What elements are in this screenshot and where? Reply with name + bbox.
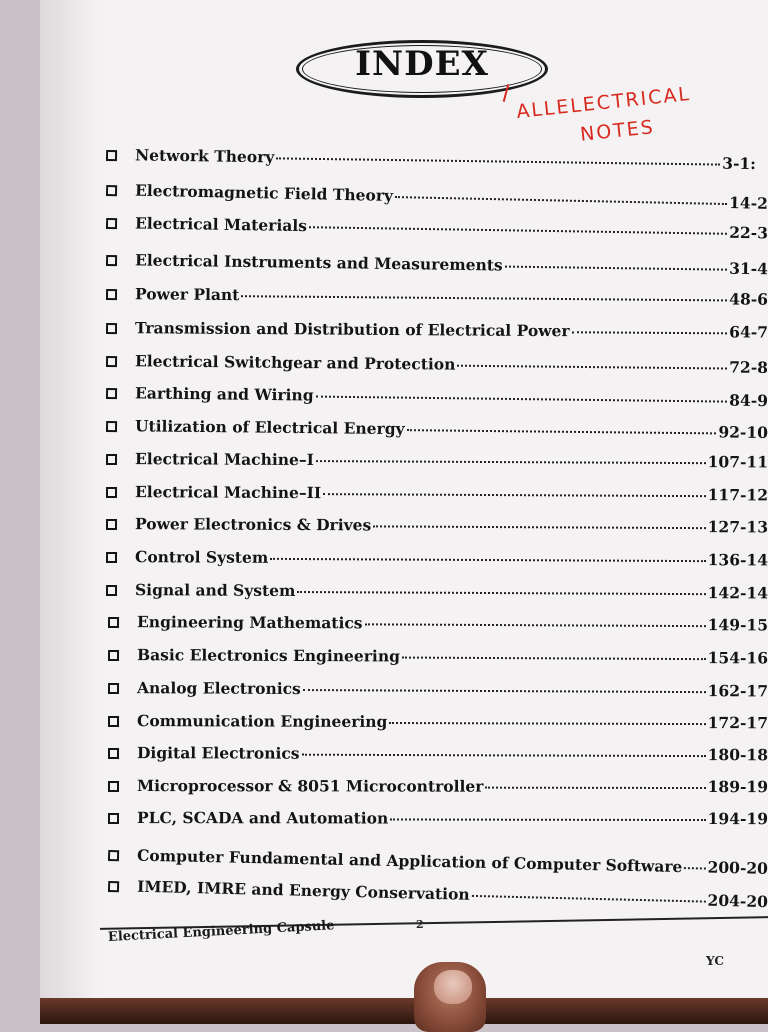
toc-entry-label: Microprocessor & 8051 Microcontroller xyxy=(136,776,484,796)
checkbox-bullet-icon xyxy=(106,255,117,266)
toc-entry-label: Electromagnetic Field Theory xyxy=(134,180,394,206)
dot-leader xyxy=(365,623,706,627)
toc-entry xyxy=(106,318,768,349)
dot-leader xyxy=(402,657,706,661)
dot-leader xyxy=(457,365,727,370)
toc-entry xyxy=(106,250,768,285)
handwritten-note-line2: NOTES xyxy=(579,116,656,146)
page-title: INDEX xyxy=(355,44,489,84)
toc-entry xyxy=(106,514,768,543)
toc-entry xyxy=(108,808,768,835)
checkbox-bullet-icon xyxy=(106,323,117,334)
toc-entry-pages: 127-13 xyxy=(707,517,768,537)
toc-entry-pages: 31-4 xyxy=(729,258,768,279)
toc-entry xyxy=(108,612,768,641)
checkbox-bullet-icon xyxy=(106,552,117,563)
dot-leader xyxy=(505,266,728,271)
toc-entry-label: Analog Electronics xyxy=(136,678,301,699)
toc-entry xyxy=(106,416,768,449)
checkbox-bullet-icon xyxy=(106,421,117,432)
toc-entry-pages: 72-8 xyxy=(729,357,768,377)
toc-entry-label: Network Theory xyxy=(134,145,275,167)
toc-entry-label: Electrical Instruments and Measurements xyxy=(134,250,503,275)
toc-entry-label: Electrical Materials xyxy=(134,213,308,236)
dot-leader xyxy=(303,689,706,693)
dot-leader xyxy=(297,591,705,595)
toc-entry-label: Electrical Machine–I xyxy=(134,449,314,470)
toc-entry-pages: 84-9 xyxy=(729,390,768,411)
toc-entry xyxy=(108,645,768,674)
checkbox-bullet-icon xyxy=(108,748,119,759)
dot-leader xyxy=(407,429,717,434)
toc-entry xyxy=(106,580,768,609)
dot-leader xyxy=(684,867,705,869)
dot-leader xyxy=(485,787,705,789)
checkbox-bullet-icon xyxy=(106,185,117,196)
checkbox-bullet-icon xyxy=(108,617,119,628)
toc-entry xyxy=(106,547,768,576)
toc-entry-label: Power Electronics & Drives xyxy=(134,514,372,535)
checkbox-bullet-icon xyxy=(106,218,117,229)
checkbox-bullet-icon xyxy=(106,585,117,596)
dot-leader xyxy=(276,157,720,165)
toc-entry-pages: 107-11 xyxy=(707,452,768,472)
dot-leader xyxy=(572,331,728,334)
toc-entry xyxy=(108,711,768,739)
toc-entry-pages: 162-17 xyxy=(707,681,768,701)
toc-entry-pages: 189-19 xyxy=(707,777,768,797)
toc-entry-pages: 14-2 xyxy=(728,193,768,213)
toc-entry-pages: 64-7 xyxy=(729,322,768,342)
background-surface xyxy=(40,998,768,1024)
toc-entry-label: PLC, SCADA and Automation xyxy=(136,808,389,828)
checkbox-bullet-icon xyxy=(108,881,119,892)
checkbox-bullet-icon xyxy=(106,454,117,465)
toc-entry-label: Power Plant xyxy=(134,284,240,305)
toc-entry-pages: 200-20 xyxy=(707,857,768,878)
toc-entry xyxy=(106,449,768,478)
checkbox-bullet-icon xyxy=(106,356,117,367)
toc-entry-pages: 142-14 xyxy=(707,583,768,603)
toc-entry xyxy=(108,743,768,771)
dot-leader xyxy=(373,525,705,529)
checkbox-bullet-icon xyxy=(106,150,117,161)
toc-entry-label: Signal and System xyxy=(134,580,296,600)
toc-entry-pages: 172-17 xyxy=(707,713,768,733)
toc-entry-pages: 204-20 xyxy=(707,890,768,912)
checkbox-bullet-icon xyxy=(108,850,119,861)
checkbox-bullet-icon xyxy=(108,650,119,661)
toc-entry-label: Transmission and Distribution of Electrical Power xyxy=(134,318,570,341)
toc-entry-pages: 180-18 xyxy=(707,745,768,765)
footer-publisher-mark: YC xyxy=(706,954,724,968)
toc-entry-label: Earthing and Wiring xyxy=(134,383,314,405)
footer-book-title: Electrical Engineering Capsule xyxy=(107,918,335,945)
toc-entry-pages: 117-12 xyxy=(707,485,768,505)
toc-entry-label: Electrical Switchgear and Protection xyxy=(134,351,456,374)
dot-leader xyxy=(270,558,705,562)
fingernail xyxy=(434,970,472,1004)
dot-leader xyxy=(389,722,705,725)
dot-leader xyxy=(316,396,728,403)
toc-entry-pages: 149-15 xyxy=(707,615,768,635)
handwritten-note-line1: ALLELECTRICAL xyxy=(515,82,692,124)
toc-entry xyxy=(106,383,768,417)
toc-entry-pages: 3-1: xyxy=(722,153,757,174)
toc-entry xyxy=(106,351,768,384)
toc-entry-pages: 92-10 xyxy=(718,422,768,442)
checkbox-bullet-icon xyxy=(106,487,117,498)
checkbox-bullet-icon xyxy=(106,289,117,300)
dot-leader xyxy=(390,818,705,821)
toc-entry xyxy=(106,482,768,511)
table-of-contents xyxy=(40,0,768,1000)
checkbox-bullet-icon xyxy=(108,683,119,694)
toc-entry xyxy=(108,678,768,707)
toc-entry xyxy=(106,284,768,316)
checkbox-bullet-icon xyxy=(106,519,117,530)
dot-leader xyxy=(302,754,706,757)
toc-entry-label: Communication Engineering xyxy=(136,711,388,731)
toc-entry-pages: 136-14 xyxy=(707,550,768,570)
checkbox-bullet-icon xyxy=(108,781,119,792)
dot-leader xyxy=(323,493,705,497)
toc-entry-label: Control System xyxy=(134,547,269,567)
checkbox-bullet-icon xyxy=(106,388,117,399)
toc-entry xyxy=(106,145,756,180)
toc-entry-label: Electrical Machine–II xyxy=(134,482,322,503)
toc-entry-label: IMED, IMRE and Energy Conservation xyxy=(136,876,470,904)
footer-page-number: 2 xyxy=(416,918,424,931)
toc-entry-label: Basic Electronics Engineering xyxy=(136,645,401,666)
toc-entry-label: Engineering Mathematics xyxy=(136,612,363,633)
toc-entry-label: Digital Electronics xyxy=(136,743,300,763)
dot-leader xyxy=(241,295,727,301)
dot-leader xyxy=(309,226,727,235)
toc-entry-pages: 48-6 xyxy=(729,289,768,309)
toc-entry-pages: 154-16 xyxy=(707,648,768,668)
document-page xyxy=(40,0,768,1000)
toc-entry-label: Computer Fundamental and Application of Computer Software xyxy=(136,845,683,877)
toc-entry-label: Utilization of Electrical Energy xyxy=(134,416,405,439)
toc-entry xyxy=(106,213,768,249)
dot-leader xyxy=(316,460,706,464)
dot-leader xyxy=(395,196,727,205)
checkbox-bullet-icon xyxy=(108,716,119,727)
dot-leader xyxy=(472,895,706,903)
toc-entry-pages: 22-3 xyxy=(729,222,768,243)
checkbox-bullet-icon xyxy=(108,813,119,824)
toc-entry-pages: 194-19 xyxy=(707,809,768,829)
toc-entry xyxy=(108,776,768,803)
